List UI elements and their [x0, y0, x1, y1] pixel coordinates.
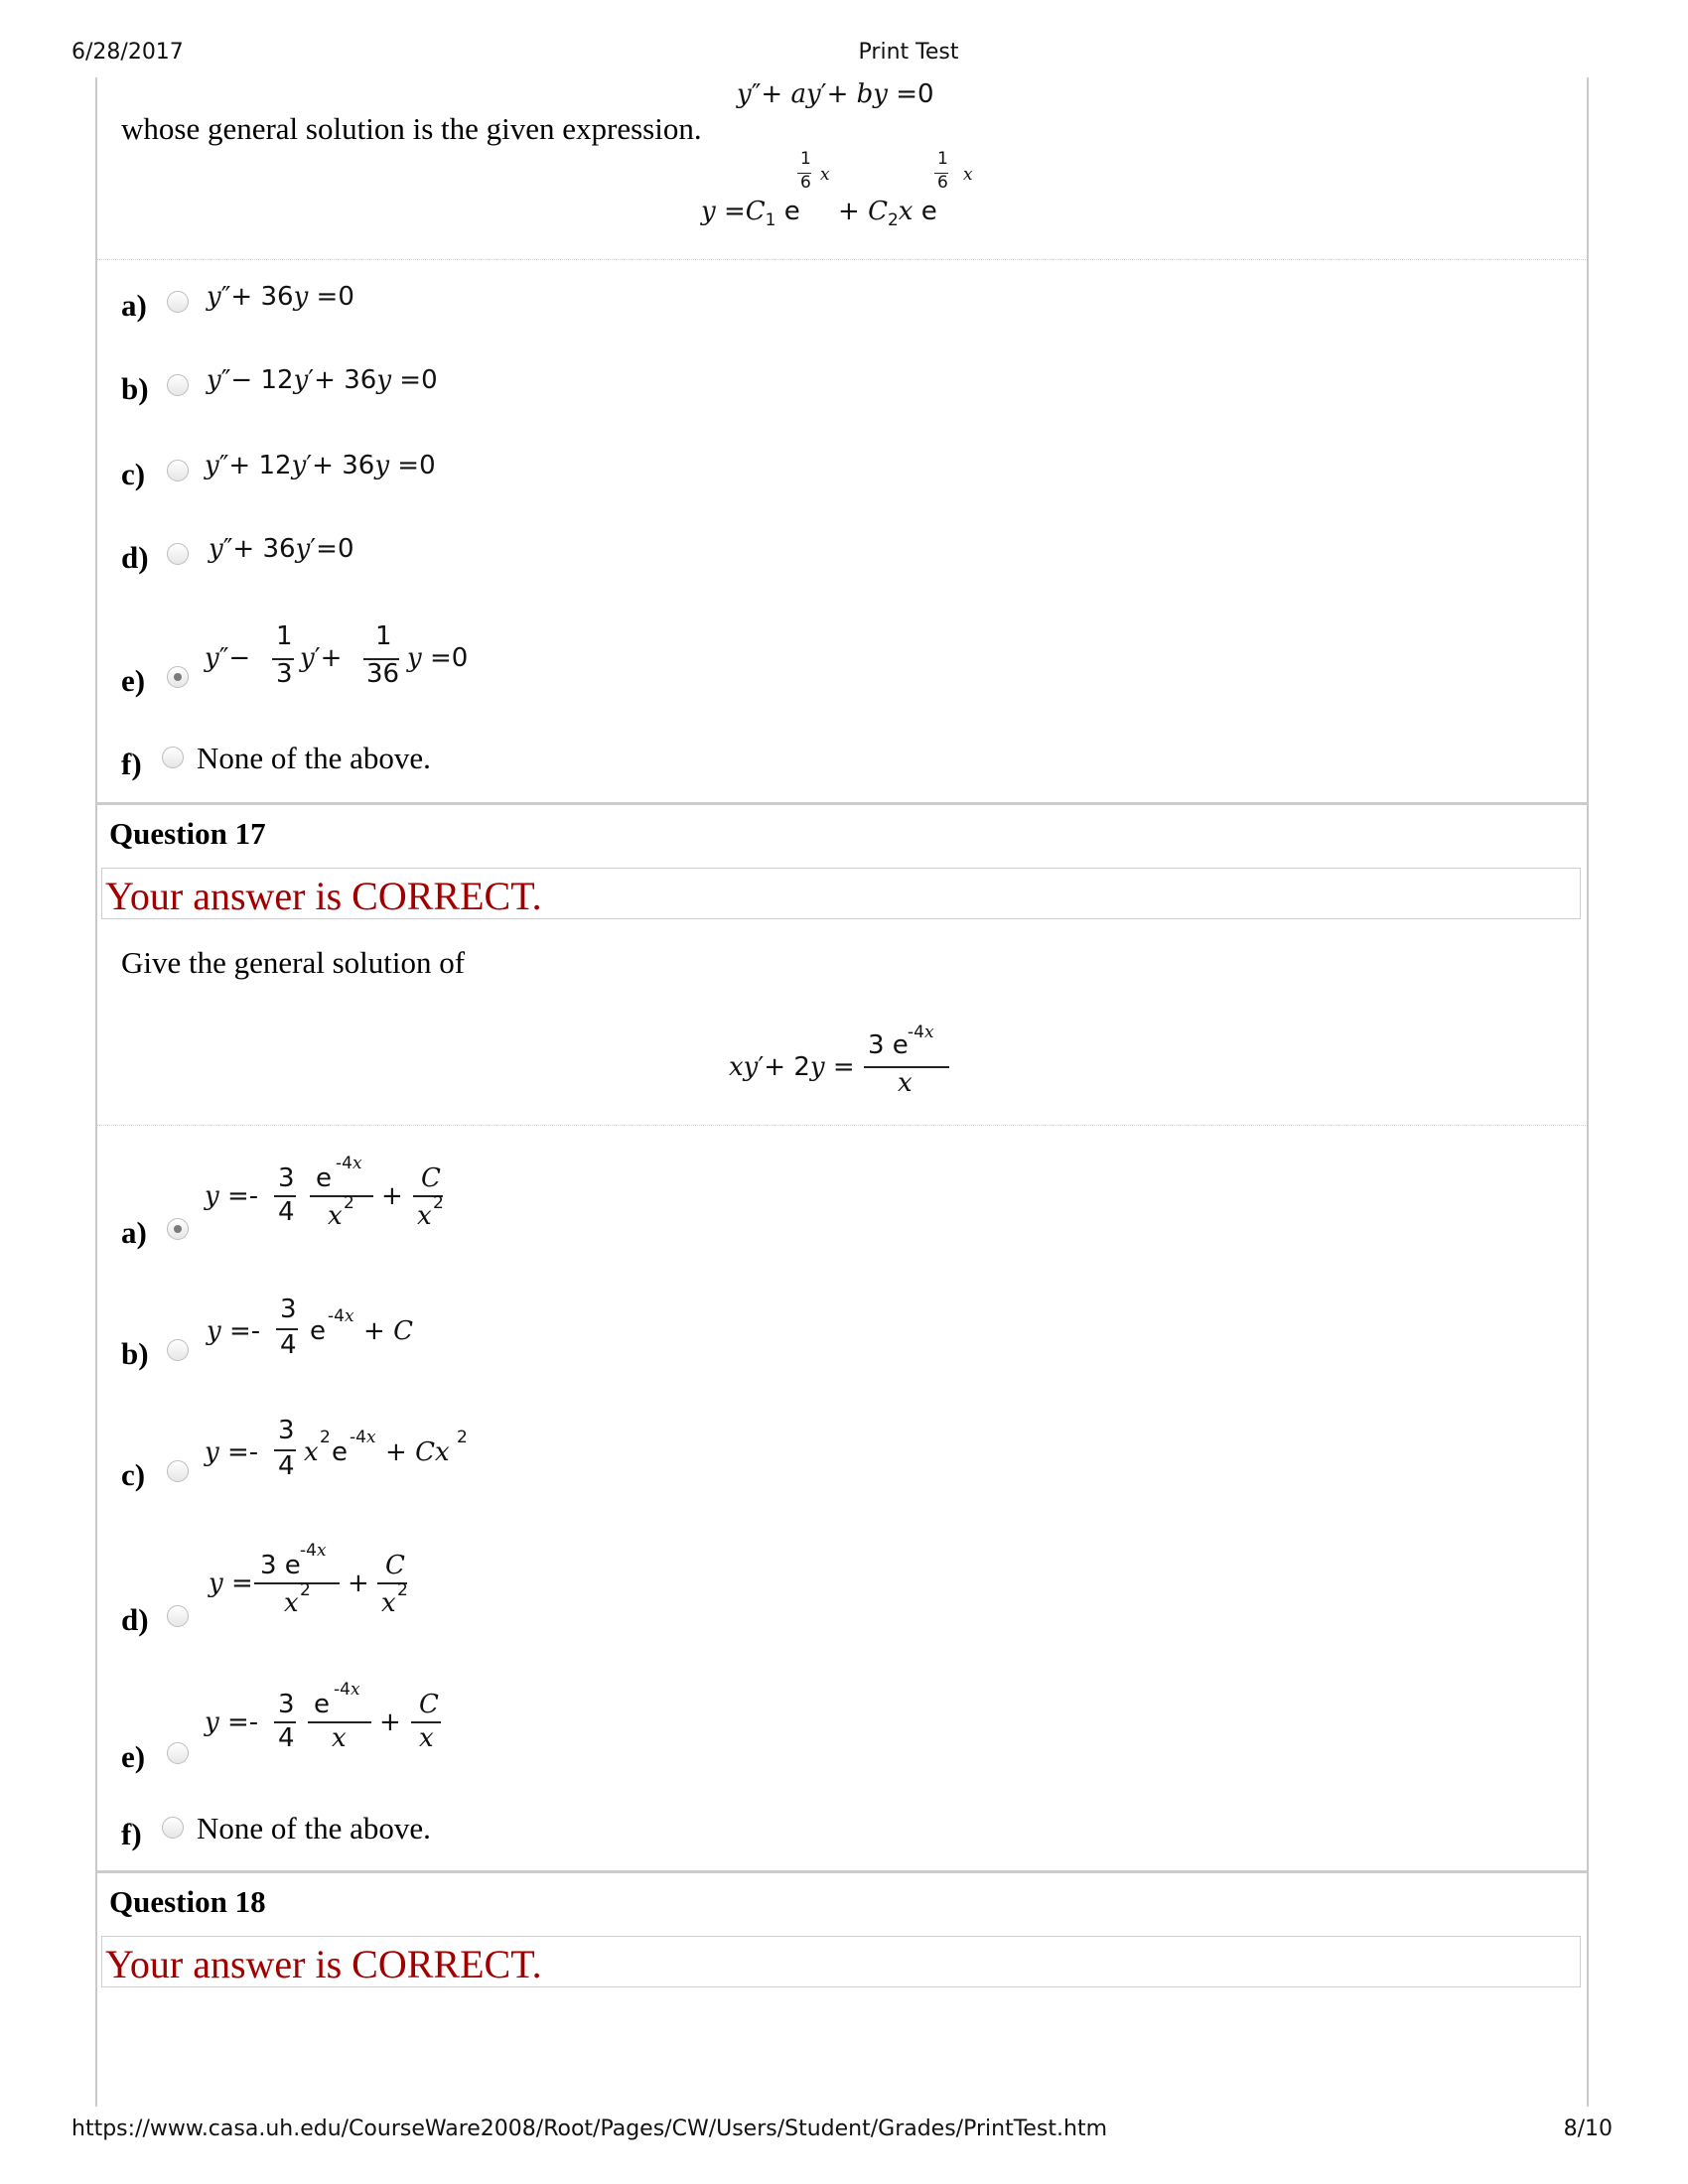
q17-option-e-radio[interactable] — [167, 1742, 189, 1764]
q17-option-d-math: y = 3 e -4x x 2 + C x 2 — [209, 1541, 408, 1618]
q17-option-c-letter: c) — [121, 1457, 146, 1492]
page-header-title: Print Test — [858, 40, 959, 65]
q17-option-d-radio[interactable] — [167, 1605, 189, 1627]
q17-option-b-letter: b) — [121, 1336, 149, 1371]
q16-option-e-radio[interactable] — [167, 666, 189, 688]
q17-option-d-letter: d) — [121, 1602, 149, 1637]
q17-status-box — [101, 868, 1581, 919]
content-border-right — [1587, 77, 1589, 2107]
q17-prompt-divider — [96, 1125, 1588, 1126]
q17-option-a-radio[interactable] — [167, 1218, 189, 1240]
q16-option-a-radio[interactable] — [167, 291, 189, 313]
q16-option-d-letter: d) — [121, 540, 149, 575]
q16-option-d-radio[interactable] — [167, 543, 189, 565]
q17-ode: xy′+ 2y = 3 e -4x x — [729, 1023, 957, 1102]
q17-option-c-math: y =- 3 4 x 2 e -4x + Cx 2 — [205, 1416, 468, 1481]
q16-option-d-math: y″+ 36y′=0 — [209, 534, 354, 564]
q17-status-text: Your answer is CORRECT. — [105, 874, 542, 918]
q16-option-a-letter: a) — [121, 288, 147, 323]
question-separator-17-18 — [96, 1870, 1588, 1873]
q16-option-e-letter: e) — [121, 663, 146, 698]
q16-option-e-math: y″− 1 3 y′+ 1 36 y =0 — [205, 621, 469, 689]
print-date: 6/28/2017 — [71, 40, 184, 65]
q16-option-b-radio[interactable] — [167, 374, 189, 396]
q16-option-f-text: None of the above. — [197, 741, 431, 775]
q16-option-b-letter: b) — [121, 371, 149, 406]
q18-status-text: Your answer is CORRECT. — [105, 1942, 542, 1986]
q17-option-a-math: y =- 3 4 e -4x x 2 + C x 2 — [205, 1154, 444, 1231]
q17-option-b-radio[interactable] — [167, 1339, 189, 1361]
footer-url: https://www.casa.uh.edu/CourseWare2008/Root/Pages/CW/Users/Student/Grades/PrintTest.htm — [71, 2116, 1108, 2141]
q16-option-f-letter: f) — [121, 747, 142, 781]
q17-option-e-letter: e) — [121, 1739, 146, 1774]
q17-option-a-letter: a) — [121, 1215, 147, 1250]
q16-prompt-divider — [96, 259, 1588, 260]
q16-ode-form: y″+ ay′+ by =0 — [737, 79, 934, 109]
q18-status-box — [101, 1936, 1581, 1987]
q17-option-f-radio[interactable] — [162, 1817, 184, 1839]
q17-option-c-radio[interactable] — [167, 1460, 189, 1482]
q16-prompt-tail: whose general solution is the given expression. — [121, 111, 702, 146]
q16-option-c-radio[interactable] — [167, 460, 189, 481]
q16-option-c-letter: c) — [121, 457, 146, 491]
q16-general-solution: $y =C_1$ e 1 6 x + $C_2x$ e 1 6 x — [701, 149, 973, 231]
q17-option-b-math: y =- 3 4 e -4x + C — [207, 1295, 413, 1360]
q18-title: Question 18 — [109, 1884, 266, 1919]
page-number: 8/10 — [1563, 2116, 1613, 2141]
q16-option-b-math: y″− 12y′+ 36y =0 — [207, 365, 438, 395]
content-border-left — [95, 77, 97, 2107]
question-separator-16-17 — [96, 802, 1588, 805]
q16-option-f-radio[interactable] — [162, 747, 184, 768]
q17-title: Question 17 — [109, 816, 266, 851]
q16-option-a-math: y″+ 36y =0 — [207, 282, 354, 312]
q17-prompt: Give the general solution of — [121, 945, 466, 980]
q16-option-c-math: y″+ 12y′+ 36y =0 — [205, 451, 436, 480]
q17-option-e-math: y =- 3 4 e -4x x + C x — [205, 1678, 453, 1769]
q17-option-f-text: None of the above. — [197, 1811, 431, 1845]
q17-option-f-letter: f) — [121, 1817, 142, 1851]
